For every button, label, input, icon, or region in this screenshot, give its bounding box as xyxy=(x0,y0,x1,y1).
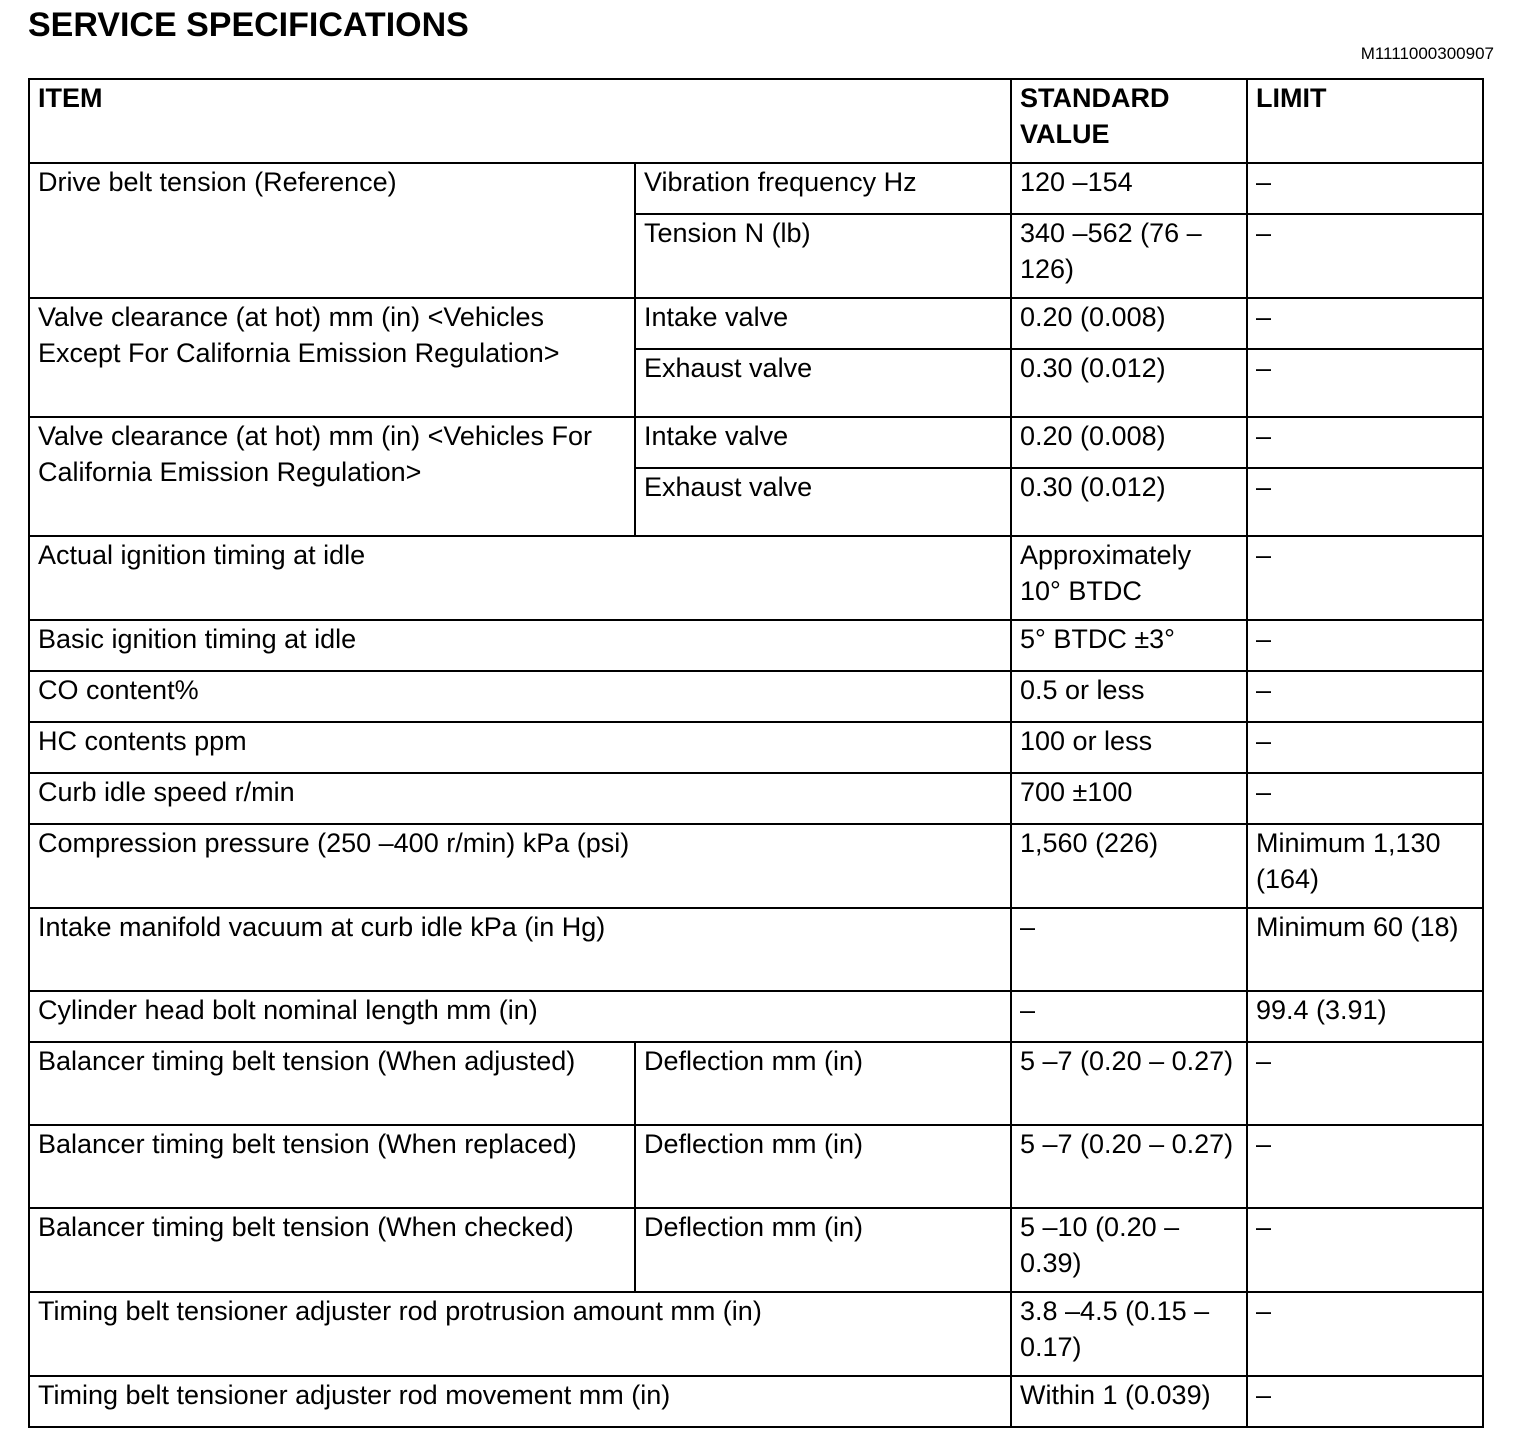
item-cell: Timing belt tensioner adjuster rod movement mm (in) xyxy=(29,1376,1011,1427)
sub-item-cell: Intake valve xyxy=(635,298,1011,349)
standard-value-cell: 0.5 or less xyxy=(1011,671,1247,722)
standard-value-cell: – xyxy=(1011,991,1247,1042)
table-row xyxy=(29,824,1483,908)
service-specifications-table xyxy=(28,78,1484,1428)
sub-item-cell: Exhaust valve xyxy=(635,349,1011,417)
table-row xyxy=(29,620,1483,671)
limit-cell: – xyxy=(1247,671,1483,722)
standard-value-cell: 340 –562 (76 – 126) xyxy=(1011,214,1247,298)
header-item: ITEM xyxy=(29,79,1011,163)
standard-value-cell: – xyxy=(1011,908,1247,991)
header-standard-value: STANDARD VALUE xyxy=(1011,79,1247,163)
table-header-row xyxy=(29,79,1483,163)
item-cell: Valve clearance (at hot) mm (in) <Vehicles Except For California Emission Regulation> xyxy=(29,298,635,417)
standard-value-cell: Approximately 10° BTDC xyxy=(1011,536,1247,620)
standard-value-cell: 3.8 –4.5 (0.15 – 0.17) xyxy=(1011,1292,1247,1376)
limit-cell: – xyxy=(1247,1125,1483,1208)
table-row xyxy=(29,1042,1483,1125)
sub-item-cell: Deflection mm (in) xyxy=(635,1208,1011,1292)
item-cell: Basic ignition timing at idle xyxy=(29,620,1011,671)
standard-value-cell: 1,560 (226) xyxy=(1011,824,1247,908)
table-row xyxy=(29,722,1483,773)
table-row xyxy=(29,1208,1483,1292)
item-cell: Balancer timing belt tension (When checked) xyxy=(29,1208,635,1292)
limit-cell: – xyxy=(1247,417,1483,468)
sub-item-cell: Intake valve xyxy=(635,417,1011,468)
item-cell: Drive belt tension (Reference) xyxy=(29,163,635,298)
item-cell: CO content% xyxy=(29,671,1011,722)
table-row xyxy=(29,163,1483,214)
limit-cell: 99.4 (3.91) xyxy=(1247,991,1483,1042)
table-row xyxy=(29,671,1483,722)
table-row xyxy=(29,908,1483,991)
limit-cell: – xyxy=(1247,536,1483,620)
limit-cell: – xyxy=(1247,298,1483,349)
item-cell: Valve clearance (at hot) mm (in) <Vehicles For California Emission Regulation> xyxy=(29,417,635,536)
item-cell: Cylinder head bolt nominal length mm (in) xyxy=(29,991,1011,1042)
limit-cell: – xyxy=(1247,163,1483,214)
page-title: SERVICE SPECIFICATIONS xyxy=(28,6,469,44)
limit-cell: – xyxy=(1247,620,1483,671)
limit-cell: – xyxy=(1247,468,1483,536)
limit-cell: Minimum 60 (18) xyxy=(1247,908,1483,991)
limit-cell: – xyxy=(1247,1208,1483,1292)
item-cell: Intake manifold vacuum at curb idle kPa (in Hg) xyxy=(29,908,1011,991)
limit-cell: – xyxy=(1247,773,1483,824)
sub-item-cell: Exhaust valve xyxy=(635,468,1011,536)
standard-value-cell: 0.20 (0.008) xyxy=(1011,417,1247,468)
header-limit: LIMIT xyxy=(1247,79,1483,163)
standard-value-cell: 5 –7 (0.20 – 0.27) xyxy=(1011,1042,1247,1125)
standard-value-cell: 0.30 (0.012) xyxy=(1011,349,1247,417)
standard-value-cell: 5 –10 (0.20 – 0.39) xyxy=(1011,1208,1247,1292)
standard-value-cell: 5 –7 (0.20 – 0.27) xyxy=(1011,1125,1247,1208)
table-row xyxy=(29,298,1483,349)
table-row xyxy=(29,1125,1483,1208)
item-cell: Balancer timing belt tension (When adjusted) xyxy=(29,1042,635,1125)
sub-item-cell: Deflection mm (in) xyxy=(635,1125,1011,1208)
limit-cell: – xyxy=(1247,1376,1483,1427)
item-cell: Actual ignition timing at idle xyxy=(29,536,1011,620)
limit-cell: – xyxy=(1247,214,1483,298)
standard-value-cell: Within 1 (0.039) xyxy=(1011,1376,1247,1427)
limit-cell: – xyxy=(1247,349,1483,417)
document-id: M1111000300907 xyxy=(1360,44,1494,63)
sub-item-cell: Tension N (lb) xyxy=(635,214,1011,298)
sub-item-cell: Vibration frequency Hz xyxy=(635,163,1011,214)
standard-value-cell: 0.20 (0.008) xyxy=(1011,298,1247,349)
item-cell: Curb idle speed r/min xyxy=(29,773,1011,824)
table-row xyxy=(29,417,1483,468)
limit-cell: – xyxy=(1247,1292,1483,1376)
standard-value-cell: 120 –154 xyxy=(1011,163,1247,214)
standard-value-cell: 0.30 (0.012) xyxy=(1011,468,1247,536)
standard-value-cell: 5° BTDC ±3° xyxy=(1011,620,1247,671)
item-cell: Timing belt tensioner adjuster rod protrusion amount mm (in) xyxy=(29,1292,1011,1376)
sub-item-cell: Deflection mm (in) xyxy=(635,1042,1011,1125)
standard-value-cell: 700 ±100 xyxy=(1011,773,1247,824)
table-row xyxy=(29,536,1483,620)
item-cell: Balancer timing belt tension (When replaced) xyxy=(29,1125,635,1208)
limit-cell: Minimum 1,130 (164) xyxy=(1247,824,1483,908)
item-cell: Compression pressure (250 –400 r/min) kPa (psi) xyxy=(29,824,1011,908)
standard-value-cell: 100 or less xyxy=(1011,722,1247,773)
item-cell: HC contents ppm xyxy=(29,722,1011,773)
table-row xyxy=(29,773,1483,824)
limit-cell: – xyxy=(1247,1042,1483,1125)
limit-cell: – xyxy=(1247,722,1483,773)
table-row xyxy=(29,1376,1483,1427)
table-row xyxy=(29,1292,1483,1376)
table-row xyxy=(29,991,1483,1042)
